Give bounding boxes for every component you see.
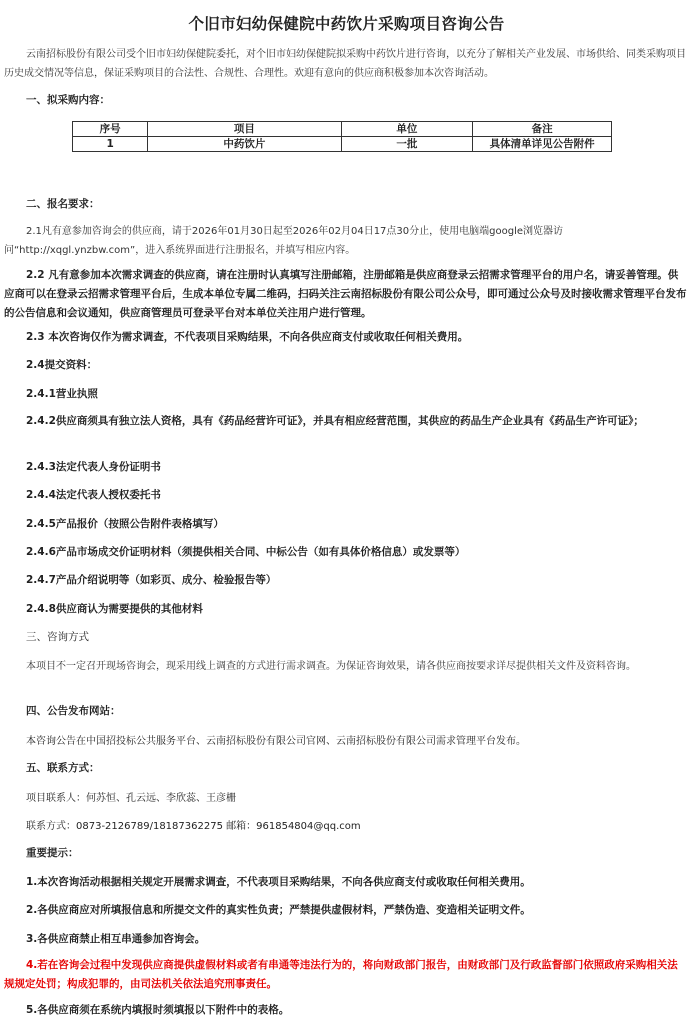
- table-header-cell: 单位: [341, 122, 473, 137]
- paragraph-2-3: 2.3 本次咨询仅作为需求调查，不代表项目采购结果，不向各供应商支付或收取任何相关费用。: [26, 331, 469, 343]
- notice-item: 5.各供应商须在系统内填报时须填报以下附件中的表格。: [26, 1004, 290, 1016]
- section-heading-4: 四、公告发布网站：: [26, 705, 121, 717]
- list-item: 2.4.6产品市场成交价证明材料（须提供相关合同、中标公告（如有具体价格信息）或发票等）: [26, 546, 466, 558]
- paragraph-2-4: 2.4提交资料：: [26, 359, 98, 371]
- table-header-cell: 项目: [148, 122, 341, 137]
- table-header-cell: 序号: [73, 122, 148, 137]
- table-cell: 具体清单详见公告附件: [473, 137, 612, 152]
- important-notice-title: 重要提示：: [26, 847, 79, 859]
- table-cell: 1: [73, 137, 148, 152]
- table-cell: 中药饮片: [148, 137, 341, 152]
- contact-info: 联系方式：0873-2126789/18187362275 邮箱：961854804@qq.com: [26, 821, 361, 832]
- paragraph-4: 本咨询公告在中国招投标公共服务平台、云南招标股份有限公司官网、云南招标股份有限公司需求管理平台发布。: [26, 736, 526, 747]
- table-cell: 一批: [341, 137, 473, 152]
- list-item: 2.4.7产品介绍说明等（如彩页、成分、检验报告等）: [26, 574, 277, 586]
- paragraph-3: 本项目不一定召开现场咨询会，现采用线上调查的方式进行需求调查。为保证咨询效果，请各供应商按要求详尽提供相关文件及资料咨询。: [26, 661, 636, 672]
- contact-person: 项目联系人：何苏恒、孔云远、李欣蕊、王彦栅: [26, 793, 236, 804]
- list-item: 2.4.8供应商认为需要提供的其他材料: [26, 603, 203, 615]
- page-title: 个旧市妇幼保健院中药饮片采购项目咨询公告: [188, 15, 505, 33]
- section-heading-2: 二、报名要求：: [26, 198, 100, 210]
- paragraph-2-2: 2.2 凡有意参加本次需求调查的供应商，请在注册时认真填写注册邮箱，注册邮箱是供应商登录云招需求管理平台的用户名，请妥善管理。供应商可以在登录云招需求管理平台后，生成本单位专属二维码，扫码关注云南招标股份有限公司公众号，即可通过公众号及时接收需求管理平台发布的公告信息和会议通知，供应商管理员可登录平台对本单位关注用户进行管理。: [4, 269, 687, 319]
- intro-paragraph: 云南招标股份有限公司受个旧市妇幼保健院委托，对个旧市妇幼保健院拟采购中药饮片进行咨询，以充分了解相关产业发展、市场供给、同类采购项目历史成交情况等信息，保证采购项目的合法性、合规性、合理性。欢迎有意向的供应商积极参加本次咨询活动。: [4, 49, 686, 79]
- notice-item: 3.各供应商禁止相互串通参加咨询会。: [26, 933, 206, 945]
- list-item: 2.4.1营业执照: [26, 388, 98, 400]
- table-header-row: [73, 122, 612, 137]
- section-heading-5: 五、联系方式：: [26, 762, 100, 774]
- list-item: 2.4.2供应商须具有独立法人资格，具有《药品经营许可证》，并具有相应经营范围，其供应的药品生产企业具有《药品生产许可证》；: [26, 415, 644, 427]
- paragraph-2-1: 2.1凡有意参加咨询会的供应商，请于2026年01月30日起至2026年02月04日17点30分止，使用电脑端google浏览器访问“http://xqgl.ynzbw.com”，进入系统界面进行注册报名，并填写相应内容。: [4, 226, 564, 256]
- procurement-table: [72, 121, 612, 152]
- table-row: [73, 137, 612, 152]
- table-header-cell: 备注: [473, 122, 612, 137]
- notice-item: 1.本次咨询活动根据相关规定开展需求调查，不代表项目采购结果，不向各供应商支付或收取任何相关费用。: [26, 876, 531, 888]
- notice-item: 2.各供应商应对所填报信息和所提交文件的真实性负责；严禁提供虚假材料，严禁伪造、变造相关证明文件。: [26, 904, 531, 916]
- list-item: 2.4.3法定代表人身份证明书: [26, 461, 161, 473]
- section-heading-3: 三、咨询方式: [26, 631, 89, 643]
- list-item: 2.4.5产品报价（按照公告附件表格填写）: [26, 518, 224, 530]
- list-item: 2.4.4法定代表人授权委托书: [26, 489, 161, 501]
- section-heading-1: 一、拟采购内容：: [26, 94, 110, 106]
- notice-item: 4.若在咨询会过程中发现供应商提供虚假材料或者有串通等违法行为的，将向财政部门报告，由财政部门及行政监督部门依照政府采购相关法规规定处罚；构成犯罪的，由司法机关依法追究刑事责任。: [4, 959, 678, 990]
